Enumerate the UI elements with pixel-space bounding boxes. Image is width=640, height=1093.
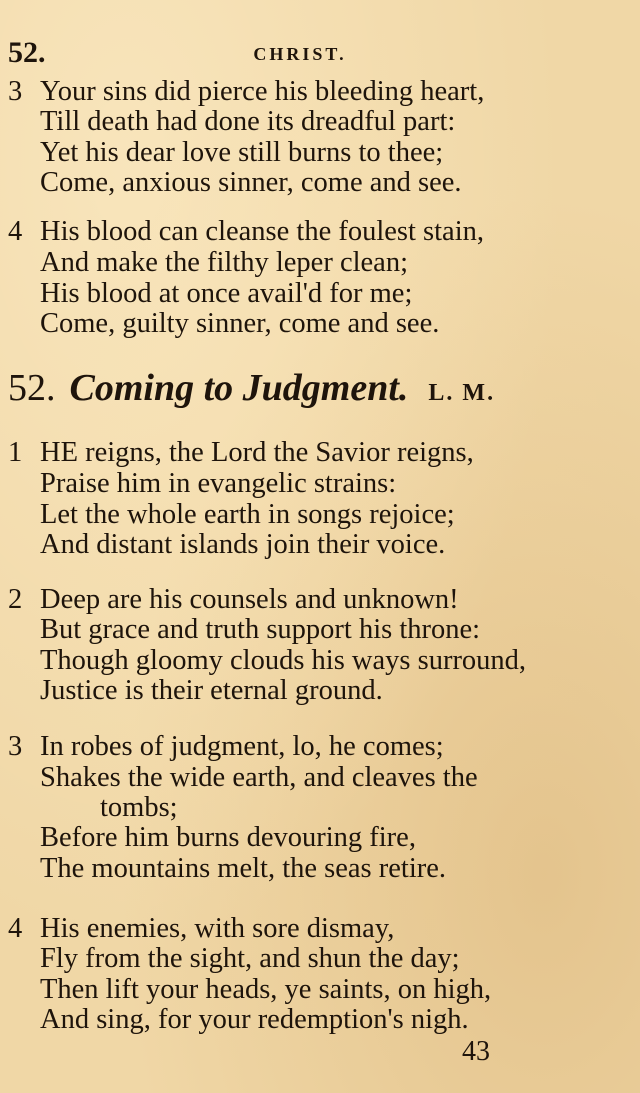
verse-number: 2 xyxy=(8,584,23,615)
verse-line: His blood at once avail'd for me; xyxy=(40,278,413,309)
hymn-heading xyxy=(8,366,495,416)
verse-line: In robes of judgment, lo, he comes; xyxy=(40,731,444,762)
verse-line: And make the filthy leper clean; xyxy=(40,247,408,278)
verse-line: The mountains melt, the seas retire. xyxy=(40,853,446,884)
running-head: CHRIST. xyxy=(253,44,347,64)
verse-line: Before him burns devouring fire, xyxy=(40,822,416,853)
verse-line: His enemies, with sore dismay, xyxy=(40,913,395,944)
verse-number: 4 xyxy=(8,216,23,247)
verse-line: tombs; xyxy=(100,792,178,823)
verse-line: Your sins did pierce his bleeding heart, xyxy=(40,76,485,107)
verse-line: Come, guilty sinner, come and see. xyxy=(40,308,440,339)
verse-line: And distant islands join their voice. xyxy=(40,529,446,560)
verse-line: But grace and truth support his throne: xyxy=(40,614,481,645)
page-number: 43 xyxy=(462,1036,490,1067)
verse-line: Yet his dear love still burns to thee; xyxy=(40,137,444,168)
verse-line: Come, anxious sinner, come and see. xyxy=(40,167,462,198)
verse-line: HE reigns, the Lord the Savior reigns, xyxy=(40,437,474,468)
page-header xyxy=(0,30,640,80)
verse-line: His blood can cleanse the foulest stain, xyxy=(40,216,485,247)
hymn-meter: L. M. xyxy=(428,380,496,406)
verse-line: Fly from the sight, and shun the day; xyxy=(40,943,460,974)
verse-line: Then lift your heads, ye saints, on high, xyxy=(40,974,492,1005)
verse-line: Praise him in evangelic strains: xyxy=(40,468,397,499)
verse-line: And sing, for your redemption's nigh. xyxy=(40,1004,469,1035)
verse-line: Shakes the wide earth, and cleaves the xyxy=(40,762,478,793)
hymn-number: 52. xyxy=(8,367,56,409)
verse-number: 3 xyxy=(8,731,23,762)
verse-line: Though gloomy clouds his ways surround, xyxy=(40,645,527,676)
verse-number: 3 xyxy=(8,76,23,107)
verse-line: Justice is their eternal ground. xyxy=(40,675,383,706)
verse-line: Till death had done its dreadful part: xyxy=(40,106,456,137)
verse-line: Deep are his counsels and unknown! xyxy=(40,584,459,615)
verse-line: Let the whole earth in songs rejoice; xyxy=(40,499,455,530)
hymn-title: Coming to Judgment. xyxy=(69,367,409,409)
page-label: 52. xyxy=(8,36,46,69)
verse-number: 1 xyxy=(8,437,23,468)
verse-number: 4 xyxy=(8,913,23,944)
